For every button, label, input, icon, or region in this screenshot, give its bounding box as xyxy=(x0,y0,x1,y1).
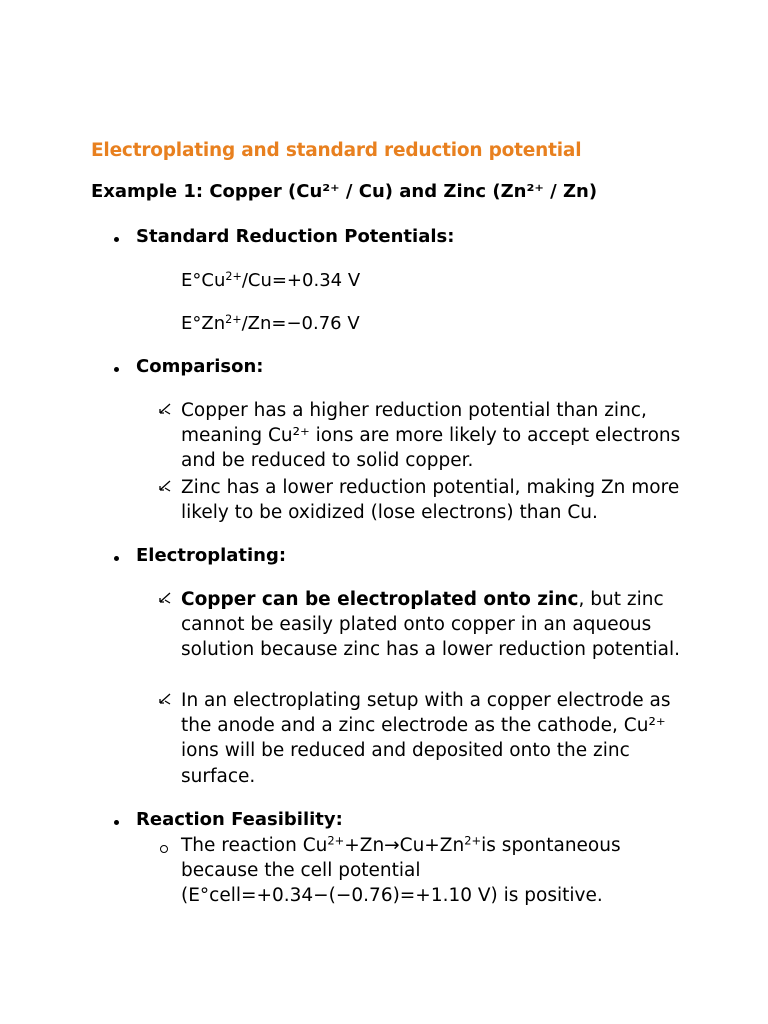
bullet-dot xyxy=(114,367,119,372)
formula-zinc: $E^\circ Zn^{2+}/Zn=-0.76$ V xyxy=(181,312,360,334)
electroplating-item-1: Copper can be electroplated onto zinc, but zinc cannot be easily plated onto copper in an aqueous solution because zinc has a lower reduction potential. xyxy=(181,589,680,661)
comparison-item-2: Zinc has a lower reduction potential, making Zn more likely to be oxidized (lose electrons) than Cu. xyxy=(181,477,680,524)
electroplating-item-2: In an electroplating setup with a copper electrode as the anode and a zinc electrode as the cathode, Cu²⁺ ions will be reduced and deposited onto the zinc surface. xyxy=(181,690,671,787)
hollow-bullet xyxy=(160,845,168,853)
checkmark-arrow-icon xyxy=(158,591,172,605)
example-title: Example 1: Copper (Cu²⁺ / Cu) and Zinc (Zn²⁺ / Zn) xyxy=(91,181,598,202)
checkmark-arrow-icon xyxy=(158,692,172,706)
section-label-comparison: Comparison: xyxy=(136,356,264,377)
bullet-dot xyxy=(114,237,119,242)
checkmark-arrow-icon xyxy=(158,479,172,493)
checkmark-arrow-icon xyxy=(158,402,172,416)
feasibility-item: The reaction $Cu^{2+}+Zn\to Cu+Zn^{2+}is$ spontaneous because the cell potential (E°cell=+0.34−(−0.76)=+1.10 V) is positive. xyxy=(181,833,621,907)
section-label-electroplating: Electroplating: xyxy=(136,545,287,566)
section-label-potentials: Standard Reduction Potentials: xyxy=(136,226,455,247)
comparison-item-1: Copper has a higher reduction potential than zinc, meaning Cu²⁺ ions are more likely to accept electrons and be reduced to solid copper. xyxy=(181,400,681,472)
bullet-dot xyxy=(114,556,119,561)
page-heading: Electroplating and standard reduction potential xyxy=(91,140,582,161)
bullet-dot xyxy=(114,820,119,825)
section-label-feasibility: Reaction Feasibility: xyxy=(136,809,343,830)
formula-copper: $E^\circ Cu^{2+}/Cu=+0.34$ V xyxy=(181,269,361,291)
